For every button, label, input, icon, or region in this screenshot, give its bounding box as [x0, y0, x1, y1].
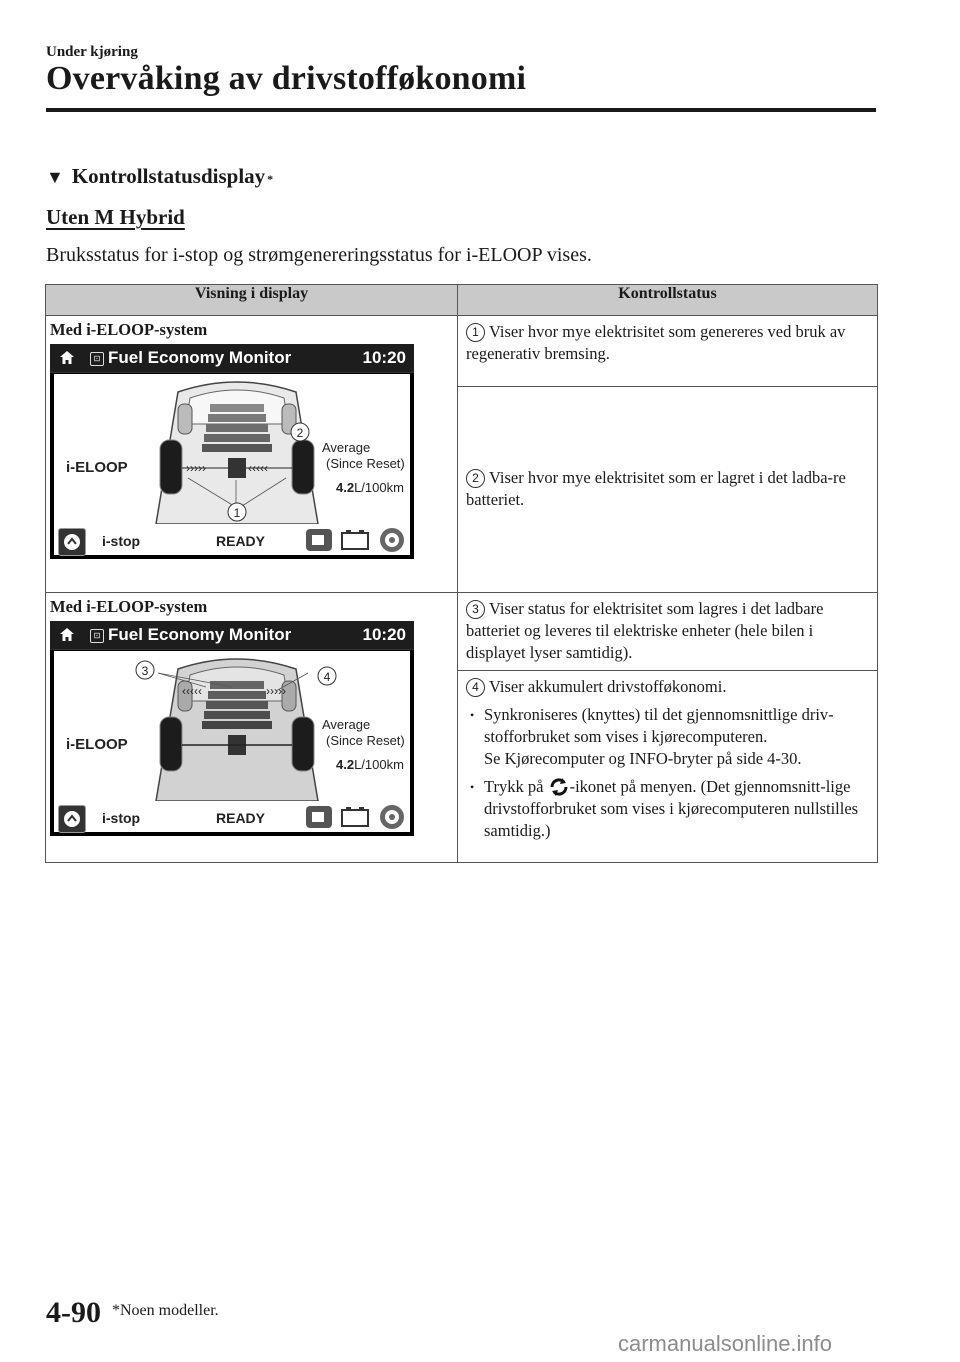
engine-icon — [306, 529, 332, 551]
watermark: carmanualsonline.info — [618, 1331, 833, 1356]
screen-top-bar — [50, 621, 414, 650]
footnote: *Noen modeller. — [112, 1302, 219, 1319]
screen-clock: 10:20 — [362, 625, 406, 644]
i-stop-label: i-stop — [102, 810, 141, 826]
bullet-text: Synkroniseres (knyttes) til det gjennomsnittlige driv-stofforbruket som vises i kjørecomputeren. — [484, 705, 834, 746]
eloop-label: i-ELOOP — [66, 736, 128, 753]
table-header-row — [46, 285, 878, 316]
marker-1: 1 — [233, 506, 241, 520]
average-label: Average — [322, 440, 371, 455]
brake-icon — [380, 528, 404, 552]
intro-text: Bruksstatus for i-stop og strømgenereringsstatus for i-ELOOP vises. — [46, 244, 592, 266]
economy-readout — [336, 480, 404, 495]
bullet-text: -ikonet på menyen. (Det gjennomsnitt-lige drivstofforbruket som vises i kjørecomputeren nullstilles samtidig.) — [484, 777, 859, 840]
header-section: Under kjøring — [46, 44, 138, 60]
list-item — [466, 776, 869, 842]
column-header-status: Kontrollstatus — [458, 285, 878, 316]
car-diagram-icon — [148, 374, 326, 524]
row-label: Med i-ELOOP-system — [50, 320, 208, 339]
svg-text:›››››: ››››› — [266, 684, 286, 698]
screen-bottom-bar — [54, 524, 410, 555]
average-label: Average — [322, 717, 371, 732]
circled-number: 3 — [466, 600, 485, 619]
battery-icon — [342, 807, 368, 826]
table-row — [46, 316, 878, 387]
economy-readout — [336, 757, 404, 772]
status-text: Viser hvor mye elektrisitet som genereres ved bruk av regenerativ bremsing. — [466, 322, 846, 363]
status-icons — [304, 526, 408, 554]
section-heading-mark: * — [267, 172, 274, 186]
marker-4: 4 — [323, 670, 331, 684]
car-diagram-icon — [148, 651, 326, 801]
fuel-economy-screen — [50, 621, 414, 836]
screen-title: Fuel Economy Monitor — [108, 348, 292, 367]
status-text: Viser hvor mye elektrisitet som er lagret i det ladba-re batteriet. — [466, 467, 846, 509]
table-row — [46, 593, 878, 671]
monitor-badge-icon: ⊡ — [90, 352, 104, 366]
eloop-label: i-ELOOP — [66, 459, 128, 476]
economy-value: 4.2 — [336, 757, 355, 772]
display-cell — [46, 593, 458, 863]
marker-3: 3 — [141, 664, 149, 678]
svg-text:‹‹‹‹‹: ‹‹‹‹‹ — [182, 684, 202, 698]
engine-icon — [306, 806, 332, 828]
column-header-display: Visning i display — [46, 285, 458, 316]
battery-icon — [342, 530, 368, 549]
economy-value: 4.2 — [336, 480, 355, 495]
circled-number: 1 — [466, 323, 485, 342]
reset-icon — [548, 776, 570, 798]
svg-text:›››››: ››››› — [186, 461, 206, 475]
status-text: Viser akkumulert drivstofføkonomi. — [489, 677, 727, 696]
status-table — [45, 284, 878, 863]
i-stop-label: i-stop — [102, 533, 141, 549]
economy-unit: L/100km — [354, 480, 404, 495]
i-stop-button-icon[interactable] — [58, 805, 86, 833]
subheading: Uten M Hybrid — [46, 205, 185, 229]
since-reset-label: (Since Reset) — [326, 456, 405, 471]
row-label: Med i-ELOOP-system — [50, 597, 208, 616]
svg-text:‹‹‹‹‹: ‹‹‹‹‹ — [248, 461, 268, 475]
bullet-text: Trykk på — [484, 777, 544, 796]
screen-clock: 10:20 — [362, 348, 406, 367]
screen-bottom-bar — [54, 801, 410, 832]
status-icons — [304, 803, 408, 831]
display-cell — [46, 316, 458, 593]
ready-label: READY — [216, 533, 266, 549]
page-title: Overvåking av drivstofføkonomi — [46, 60, 527, 97]
bullet-list — [466, 704, 869, 842]
since-reset-label: (Since Reset) — [326, 733, 405, 748]
header-rule — [46, 108, 876, 112]
triangle-down-icon: ▼ — [46, 167, 64, 187]
i-stop-button-icon[interactable] — [58, 528, 86, 556]
status-cell — [458, 386, 878, 592]
circled-number: 2 — [466, 469, 485, 488]
list-item — [466, 704, 869, 770]
status-cell — [458, 593, 878, 671]
section-heading — [46, 164, 273, 189]
status-cell — [458, 671, 878, 863]
status-cell — [458, 316, 878, 387]
screen-top-bar — [50, 344, 414, 373]
home-icon — [58, 626, 76, 644]
bullet-text-reference: Se Kjørecomputer og INFO-bryter på side 4-30. — [484, 749, 802, 768]
circled-number: 4 — [466, 678, 485, 697]
brake-icon — [380, 805, 404, 829]
section-heading-text: Kontrollstatusdisplay — [71, 164, 266, 188]
marker-2: 2 — [296, 426, 304, 440]
screen-panel — [54, 374, 410, 555]
fuel-economy-screen — [50, 344, 414, 559]
page-number: 4-90 — [46, 1296, 101, 1329]
monitor-badge-icon: ⊡ — [90, 629, 104, 643]
screen-title: Fuel Economy Monitor — [108, 625, 292, 644]
economy-unit: L/100km — [354, 757, 404, 772]
ready-label: READY — [216, 810, 266, 826]
marker-3-icon — [134, 659, 156, 681]
screen-panel — [54, 651, 410, 832]
home-icon — [58, 349, 76, 367]
status-text: Viser status for elektrisitet som lagres i det ladbare batteriet og leveres til elektriske enheter (hele bilen i displayet lyser samtidig). — [466, 599, 824, 662]
marker-4-icon — [316, 665, 338, 687]
